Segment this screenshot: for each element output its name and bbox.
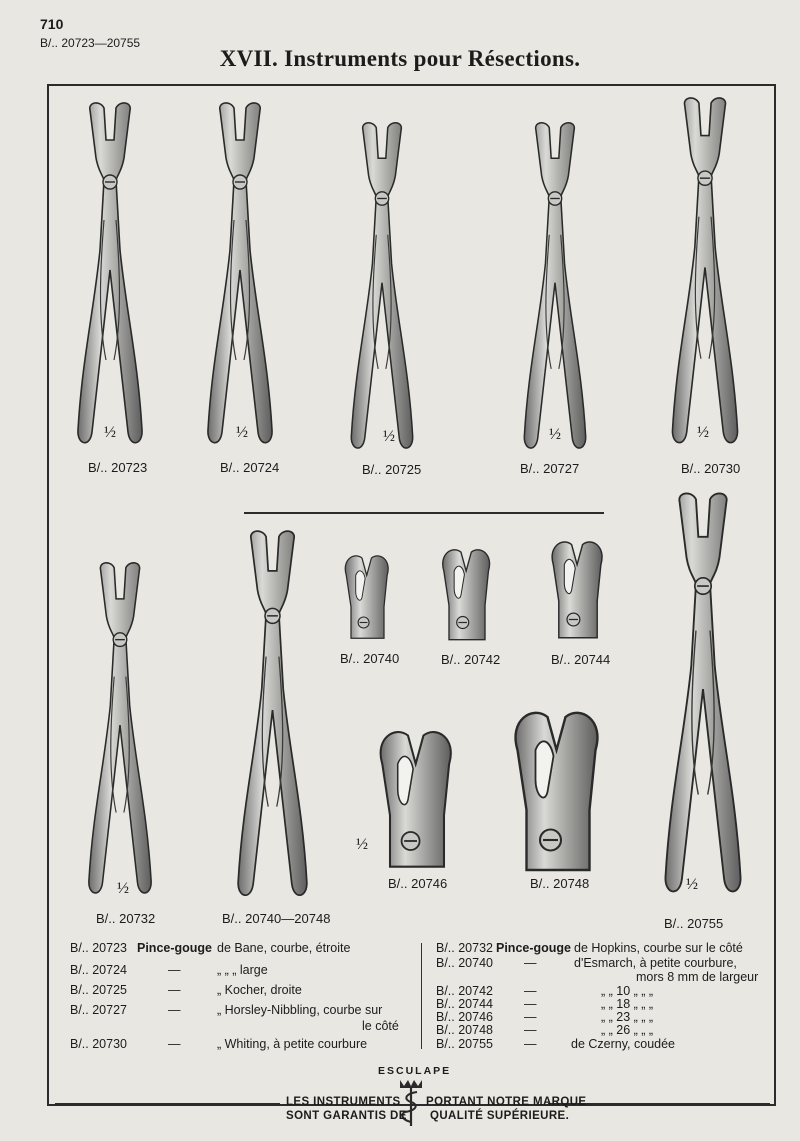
- table-type: —: [168, 1037, 181, 1051]
- table-code: B/.. 20740: [436, 956, 493, 970]
- description-table-left: [70, 941, 415, 1053]
- footer-right-line2: QUALITÉ SUPÉRIEURE.: [430, 1110, 570, 1122]
- table-desc: de Bane, courbe, étroite: [217, 941, 351, 955]
- table-code: B/.. 20724: [70, 963, 127, 977]
- table-desc: „ Whiting, à petite courbure: [217, 1037, 368, 1051]
- table-desc: de Hopkins, courbe sur le côté: [574, 941, 743, 955]
- pliers-20740-20748-illustration: [205, 528, 340, 903]
- table-type: —: [168, 983, 181, 997]
- label-20746: B/.. 20746: [388, 876, 448, 891]
- table-type: —: [524, 984, 537, 998]
- table-type: —: [168, 963, 181, 977]
- table-desc: „ „ 23 „ „ „: [601, 1010, 654, 1024]
- table-desc-continuation: mors 8 mm de largeur: [636, 970, 759, 984]
- table-type: Pince-gouge: [137, 941, 213, 955]
- table-desc: de Czerny, coudée: [571, 1037, 675, 1051]
- table-desc: „ Horsley-Nibbling, courbe sur: [217, 1003, 383, 1017]
- label-20732: B/.. 20732: [96, 911, 156, 926]
- scale-20727: ½: [549, 426, 561, 443]
- table-desc: „ „ 26 „ „ „: [601, 1023, 654, 1037]
- label-20742: B/.. 20742: [441, 652, 501, 667]
- footer-left-line1: LES INSTRUMENTS: [286, 1096, 401, 1108]
- table-code: B/.. 20742: [436, 984, 493, 998]
- table-code: B/.. 20727: [70, 1003, 127, 1017]
- label-20724: B/.. 20724: [220, 460, 280, 475]
- label-20730: B/.. 20730: [681, 461, 741, 476]
- label-20727: B/.. 20727: [520, 461, 580, 476]
- table-type: —: [524, 997, 537, 1011]
- table-desc: „ Kocher, droite: [217, 983, 302, 997]
- table-code: B/.. 20755: [436, 1037, 493, 1051]
- label-20723: B/.. 20723: [88, 460, 148, 475]
- label-20748: B/.. 20748: [530, 876, 590, 891]
- label-20744: B/.. 20744: [551, 652, 611, 667]
- table-code: B/.. 20748: [436, 1023, 493, 1037]
- table-code: B/.. 20746: [436, 1010, 493, 1024]
- scale-20725: ½: [383, 428, 395, 445]
- scale-20723: ½: [104, 424, 116, 441]
- table-desc: „ „ 18 „ „ „: [601, 997, 654, 1011]
- table-desc-continuation: le côté: [362, 1019, 399, 1033]
- label-20725: B/.. 20725: [362, 462, 422, 477]
- footer-rule-left: [55, 1103, 280, 1104]
- table-column-divider: [421, 943, 422, 1049]
- page-title: XVII. Instruments pour Résections.: [219, 46, 581, 71]
- page-reference-range: B/.. 20723—20755: [40, 36, 141, 50]
- jaw-20748-illustration: [503, 705, 613, 870]
- table-desc: „ „ „ large: [217, 963, 268, 977]
- label-20740: B/.. 20740: [340, 651, 400, 666]
- table-type: —: [524, 1037, 537, 1051]
- label-20755: B/.. 20755: [664, 916, 724, 931]
- table-type: —: [524, 1023, 537, 1037]
- jaw-20746-illustration: [372, 722, 462, 870]
- footer-right-line1: PORTANT NOTRE MARQUE: [426, 1096, 587, 1108]
- jaw-20740-illustration: [340, 545, 395, 645]
- table-code: B/.. 20723: [70, 941, 127, 955]
- page-number: 710: [40, 16, 64, 32]
- jaw-20742-illustration: [437, 540, 497, 645]
- scale-20724: ½: [236, 424, 248, 441]
- footer-left-line2: SONT GARANTIS DE: [286, 1110, 407, 1122]
- table-code: B/.. 20744: [436, 997, 493, 1011]
- table-desc: „ „ 10 „ „ „: [601, 984, 654, 998]
- jaw-20744-illustration: [546, 530, 610, 645]
- pliers-20755-illustration: [628, 490, 778, 900]
- label-20740-20748: B/.. 20740—20748: [222, 911, 331, 926]
- pliers-20724-illustration: [185, 100, 295, 450]
- table-code: B/.. 20732: [436, 941, 493, 955]
- scale-20755: ½: [686, 876, 698, 893]
- pliers-20730-illustration: [650, 95, 760, 450]
- pliers-20725-illustration: [322, 120, 442, 455]
- table-type: —: [168, 1003, 181, 1017]
- table-type: —: [524, 956, 537, 970]
- scale-20730: ½: [697, 424, 709, 441]
- brand-name: ESCULAPE: [378, 1065, 452, 1077]
- table-type: Pince-gouge: [496, 941, 572, 955]
- table-desc: d'Esmarch, à petite courbure,: [574, 956, 737, 970]
- table-code: B/.. 20730: [70, 1037, 127, 1051]
- pliers-20727-illustration: [495, 120, 615, 455]
- scale-20732: ½: [117, 880, 129, 897]
- scale-20746: ½: [356, 836, 368, 853]
- table-type: —: [524, 1010, 537, 1024]
- description-table-right: [436, 941, 771, 1053]
- table-code: B/.. 20725: [70, 983, 127, 997]
- pliers-20723-illustration: [55, 100, 165, 450]
- pliers-20732-illustration: [60, 560, 180, 900]
- section-divider: [244, 512, 604, 514]
